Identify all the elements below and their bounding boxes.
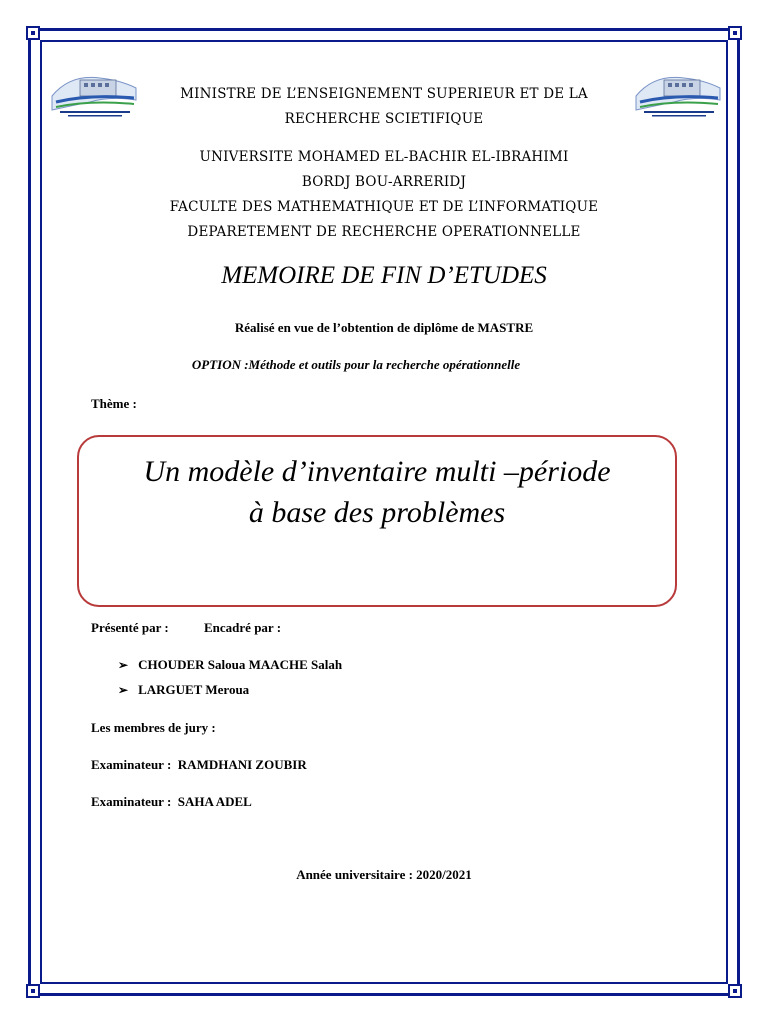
presented-by-label: Présenté par : <box>91 620 169 635</box>
degree-purpose: Réalisé en vue de l’obtention de diplôme de MASTRE <box>234 320 534 335</box>
corner-ornament-bottom-left <box>26 984 40 998</box>
faculty-name: FACULTE DES MATHEMATHIQUE ET DE L’INFORMATIQUE <box>169 199 599 215</box>
theme-title-line-1: Un modèle d’inventaire multi –période <box>143 455 611 488</box>
arrow-bullet-icon: ➢ <box>118 683 129 697</box>
student-name: CHOUDER Saloua MAACHE Salah <box>138 657 343 672</box>
academic-year: Année universitaire : 2020/2021 <box>296 867 472 882</box>
theme-box <box>77 435 677 607</box>
examiner-label: Examinateur : <box>91 757 172 772</box>
theme-label: Thème : <box>91 396 137 411</box>
university-city: BORDJ BOU-ARRERIDJ <box>301 174 467 190</box>
examiner-label: Examinateur : <box>91 794 172 809</box>
degree-option: OPTION :Méthode et outils pour la recherche opérationnelle <box>191 357 521 372</box>
jury-label: Les membres de jury : <box>91 720 216 735</box>
supervised-by-label: Encadré par : <box>204 620 282 635</box>
theme-title-line-2: à base des problèmes <box>248 496 506 529</box>
ministry-line-2: RECHERCHE SCIETIFIQUE <box>284 111 484 127</box>
corner-ornament-top-right <box>728 26 742 40</box>
student-list-item <box>118 682 249 698</box>
university-name: UNIVERSITE MOHAMED EL-BACHIR EL-IBRAHIMI <box>199 149 569 165</box>
examiner-name: RAMDHANI ZOUBIR <box>177 757 307 772</box>
corner-ornament-top-left <box>26 26 40 40</box>
student-list-item <box>118 657 342 673</box>
ministry-line-1: MINISTRE DE L’ENSEIGNEMENT SUPERIEUR ET DE LA <box>180 86 588 102</box>
document-title: MEMOIRE DE FIN D’ETUDES <box>221 262 547 289</box>
student-name: LARGUET Meroua <box>138 682 250 697</box>
examiner-row <box>91 757 307 773</box>
department-name: DEPARETEMENT DE RECHERCHE OPERATIONNELLE <box>187 224 581 240</box>
corner-ornament-bottom-right <box>728 984 742 998</box>
examiner-row <box>91 794 252 810</box>
examiner-name: SAHA ADEL <box>177 794 252 809</box>
arrow-bullet-icon: ➢ <box>118 658 129 672</box>
